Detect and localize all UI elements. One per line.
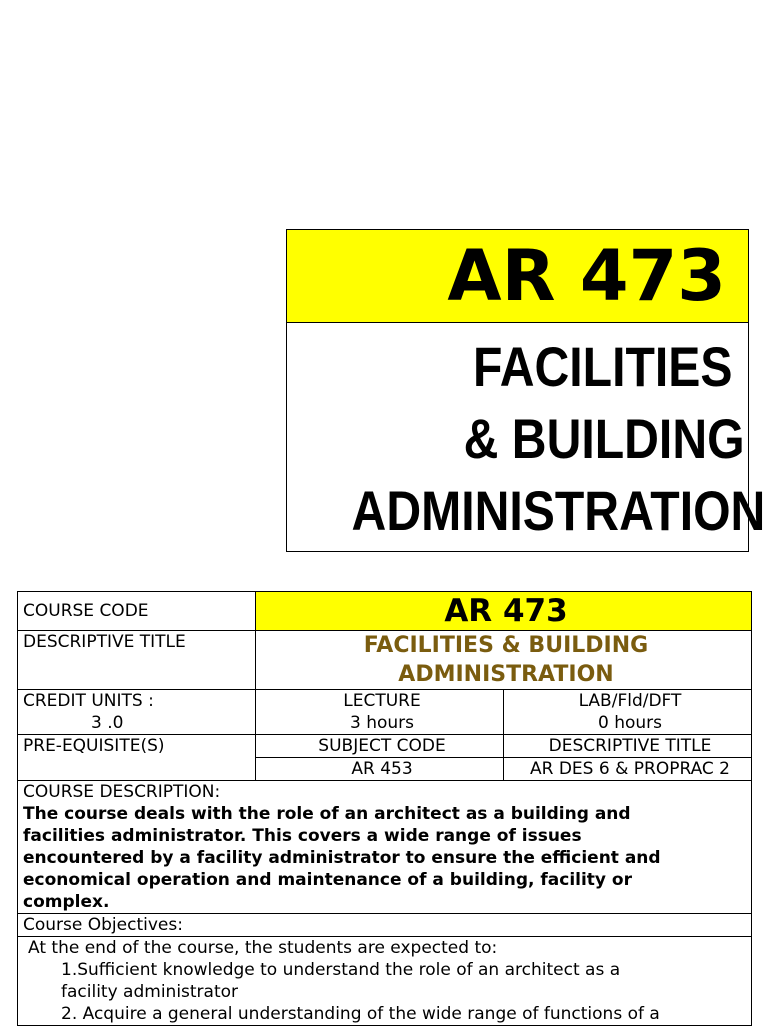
cover-course-title: [351, 323, 766, 547]
description-line: complex.: [23, 892, 110, 912]
lab-label: LAB/Fld/DFT: [578, 691, 682, 711]
course-info-table: [17, 591, 752, 1026]
table-row: [18, 781, 752, 914]
cover-course-code: AR 473: [287, 230, 748, 323]
course-objectives-cell: [18, 937, 752, 1026]
descriptive-title-label: DESCRIPTIVE TITLE: [18, 631, 256, 690]
objectives-intro: At the end of the course, the students are expected to:: [28, 938, 498, 958]
table-row: [18, 592, 752, 631]
table-row: [18, 735, 752, 758]
table-row: [18, 690, 752, 735]
descriptive-title-line: ADMINISTRATION: [398, 662, 614, 687]
table-row: [18, 631, 752, 690]
descriptive-title-value: [256, 631, 752, 690]
credit-units-value: 3 .0: [91, 713, 124, 733]
prereq-title-label: DESCRIPTIVE TITLE: [504, 735, 752, 758]
course-description-text: [23, 803, 751, 913]
subject-code-label: SUBJECT CODE: [256, 735, 504, 758]
cover-title-card: [286, 229, 766, 552]
subject-code-value: AR 453: [256, 758, 504, 781]
cover-title-line: ADMINISTRATION: [351, 479, 766, 542]
objective-line: 1.Sufficient knowledge to understand the role of an architect as a: [61, 960, 621, 980]
course-description-label: COURSE DESCRIPTION:: [23, 782, 221, 802]
lecture-label: LECTURE: [343, 691, 421, 711]
course-description-cell: [18, 781, 752, 914]
table-row: [18, 937, 752, 1026]
course-code-label: COURSE CODE: [18, 592, 256, 631]
lecture-value: 3 hours: [349, 713, 414, 733]
objective-line: 2. Acquire a general understanding of the wide range of functions of a: [61, 1004, 660, 1024]
credit-units-cell: [18, 690, 256, 735]
description-line: encountered by a facility administrator to ensure the efficient and: [23, 848, 661, 868]
description-line: The course deals with the role of an architect as a building and: [23, 804, 631, 824]
lab-value: 0 hours: [597, 713, 662, 733]
prereq-title-value: AR DES 6 & PROPRAC 2: [504, 758, 752, 781]
lecture-cell: [256, 690, 504, 735]
description-line: economical operation and maintenance of a building, facility or: [23, 870, 632, 890]
credit-units-label: CREDIT UNITS :: [23, 691, 154, 711]
course-objectives-label: Course Objectives:: [18, 914, 752, 937]
table-row: [18, 914, 752, 937]
descriptive-title-line: FACILITIES & BUILDING: [363, 633, 649, 658]
cover-title-line: FACILITIES: [472, 335, 733, 398]
objective-line: facility administrator: [61, 982, 239, 1002]
description-line: facilities administrator. This covers a wide range of issues: [23, 826, 582, 846]
lab-cell: [504, 690, 752, 735]
course-code-value: AR 473: [256, 592, 752, 631]
prerequisite-label: PRE-EQUISITE(S): [18, 735, 256, 781]
cover-title-line: & BUILDING: [463, 407, 745, 470]
